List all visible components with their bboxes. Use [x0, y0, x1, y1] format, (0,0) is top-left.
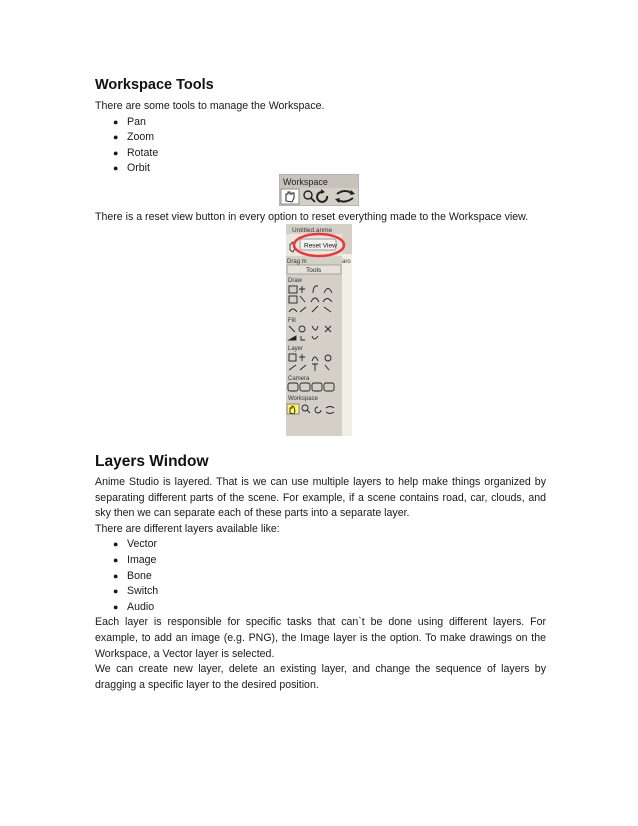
workspace-tools-list: [95, 115, 545, 177]
svg-text:Layer: Layer: [288, 346, 304, 352]
workspace-intro-text: There are some tools to manage the Workspace.: [95, 100, 325, 112]
list-item: ● Switch: [113, 585, 159, 598]
layers-available-text: There are different layers available like:: [95, 522, 280, 535]
layer-types-list: [95, 537, 546, 615]
svg-text:Untitled.anme: Untitled.anme: [292, 227, 333, 234]
svg-text:Drag m: Drag m: [287, 259, 307, 265]
svg-text:Tools: Tools: [306, 267, 322, 274]
svg-text:Fill: Fill: [288, 318, 296, 324]
list-item: ● Zoom: [113, 131, 155, 144]
list-item: ● Bone: [113, 569, 152, 582]
svg-text:Workspace: Workspace: [288, 396, 318, 402]
layers-intro-paragraph: Anime Studio is layered. That is we can use multiple layers to help make things organized by separating different parts of the scene. For example, if a scene contains road, car, clouds, and sky then we can separate each of these parts into a separate layer.: [95, 476, 546, 520]
svg-text:Draw: Draw: [288, 278, 303, 284]
workspace-toolbar-title: Workspace: [283, 177, 328, 187]
list-item: ● Rotate: [113, 146, 159, 159]
list-item: ● Image: [113, 553, 157, 566]
reset-view-button: Reset View: [304, 242, 337, 250]
workspace-tools-heading: Workspace Tools: [95, 77, 214, 93]
tools-panel-image: [286, 224, 352, 436]
list-item: ● Pan: [113, 115, 146, 128]
layers-window-section: [95, 452, 546, 693]
workspace-tools-section: [95, 76, 545, 177]
list-item: ● Orbit: [113, 162, 150, 175]
layer-responsibility-paragraph: Each layer is responsible for specific tasks that can`t be done using different layers. For example, to add an image (e.g. PNG), the Image layer is the option. To make drawings on the Workspace, a Vector layer is selected.: [95, 616, 546, 660]
svg-text:aro: aro: [342, 259, 351, 265]
workspace-toolbar-image: [279, 174, 359, 206]
list-item: ● Audio: [113, 600, 155, 613]
layers-window-heading: Layers Window: [95, 453, 209, 470]
svg-text:Camera: Camera: [288, 376, 310, 382]
layer-management-paragraph: We can create new layer, delete an existing layer, and change the sequence of layers by dragging a specific layer to the desired position.: [95, 663, 546, 691]
reset-view-text: There is a reset view button in every option to reset everything made to the Workspace view.: [95, 211, 529, 223]
list-item: ● Vector: [113, 538, 158, 551]
